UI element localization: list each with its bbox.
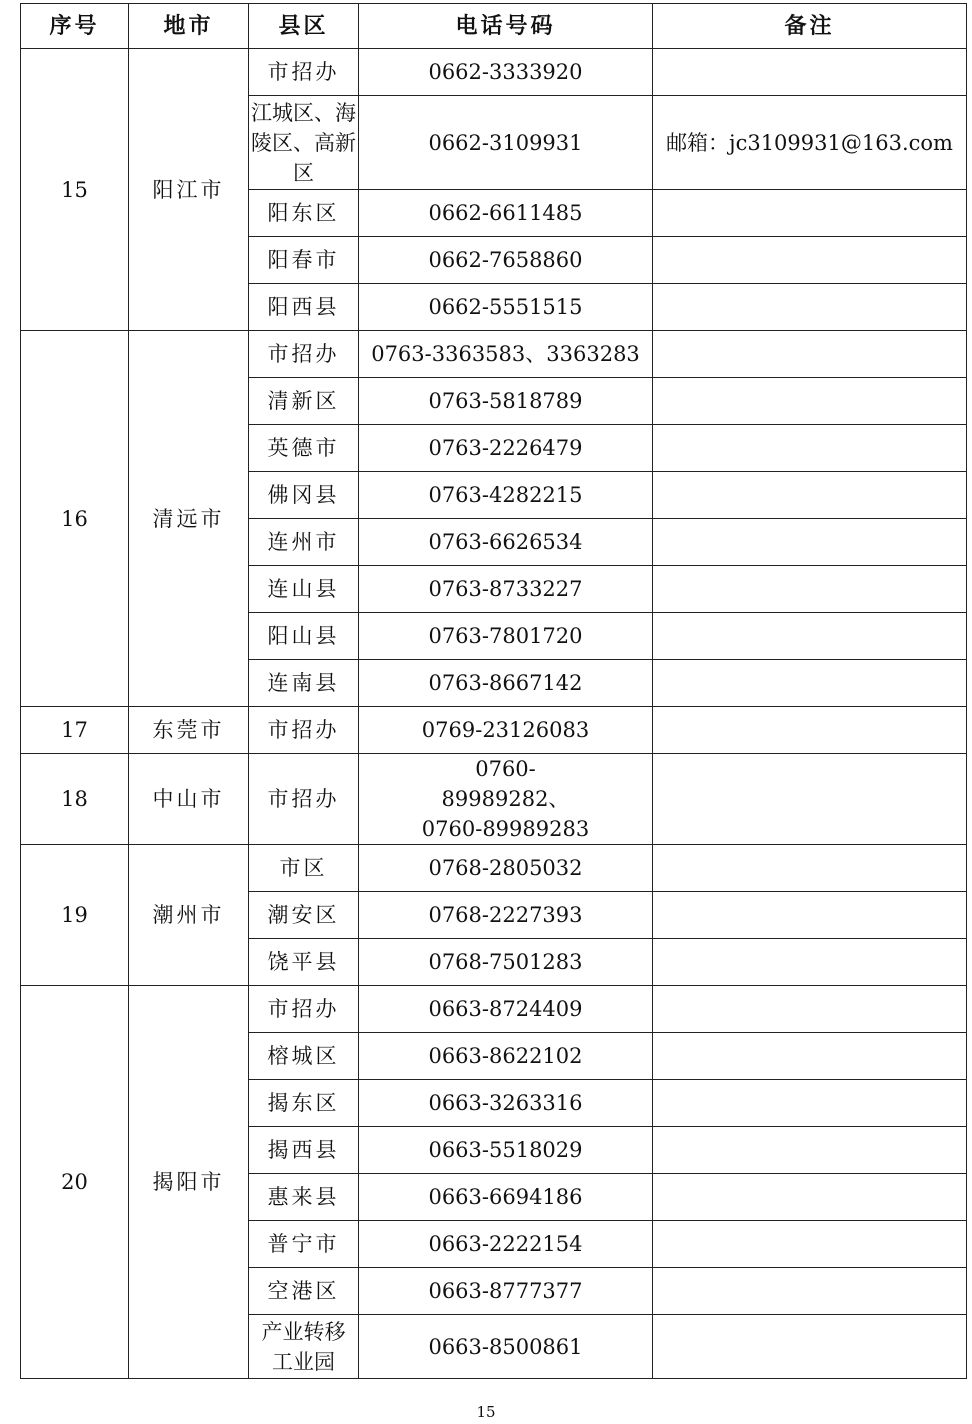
- phone-number: 0662-3109931: [359, 96, 653, 190]
- district-name: 市招办: [249, 49, 359, 96]
- phone-number: 0662-7658860: [359, 237, 653, 284]
- phone-number: 0768-2227393: [359, 892, 653, 939]
- header-district: 县区: [249, 4, 359, 49]
- city-name: 揭阳市: [129, 986, 249, 1379]
- note: [653, 1080, 967, 1127]
- district-name: 空港区: [249, 1268, 359, 1315]
- phone-number: 0663-2222154: [359, 1221, 653, 1268]
- phone-number: 0760-89989282、0760-89989283: [359, 754, 653, 845]
- district-name: 市招办: [249, 707, 359, 754]
- district-name: 连南县: [249, 660, 359, 707]
- district-name: 潮安区: [249, 892, 359, 939]
- phone-number: 0662-3333920: [359, 49, 653, 96]
- note: [653, 331, 967, 378]
- district-name: 清新区: [249, 378, 359, 425]
- phone-number: 0763-2226479: [359, 425, 653, 472]
- district-name: 市招办: [249, 754, 359, 845]
- note: [653, 284, 967, 331]
- note: [653, 613, 967, 660]
- district-name: 连州市: [249, 519, 359, 566]
- district-name: 连山县: [249, 566, 359, 613]
- note: [653, 425, 967, 472]
- phone-number: 0768-2805032: [359, 845, 653, 892]
- note: [653, 237, 967, 284]
- note: [653, 892, 967, 939]
- note: [653, 660, 967, 707]
- district-name: 普宁市: [249, 1221, 359, 1268]
- table-row: [21, 754, 967, 845]
- phone-number: 0663-8622102: [359, 1033, 653, 1080]
- phone-number: 0763-8667142: [359, 660, 653, 707]
- district-name: 阳西县: [249, 284, 359, 331]
- phone-number: 0663-8500861: [359, 1315, 653, 1379]
- phone-number: 0662-5551515: [359, 284, 653, 331]
- note: [653, 986, 967, 1033]
- note: [653, 1174, 967, 1221]
- note: [653, 1221, 967, 1268]
- phone-number: 0763-8733227: [359, 566, 653, 613]
- district-name: 揭东区: [249, 1080, 359, 1127]
- phone-number: 0769-23126083: [359, 707, 653, 754]
- city-name: 阳江市: [129, 49, 249, 331]
- note: [653, 1268, 967, 1315]
- district-name: 阳山县: [249, 613, 359, 660]
- table-row: [21, 845, 967, 892]
- city-name: 潮州市: [129, 845, 249, 986]
- note: [653, 939, 967, 986]
- phone-number: 0763-6626534: [359, 519, 653, 566]
- district-name: 江城区、海陵区、高新区: [249, 96, 359, 190]
- phone-number: 0663-3263316: [359, 1080, 653, 1127]
- district-name: 揭西县: [249, 1127, 359, 1174]
- note: 邮箱：jc3109931@163.com: [653, 96, 967, 190]
- note: [653, 845, 967, 892]
- header-row: [21, 4, 967, 49]
- table-row: [21, 49, 967, 96]
- note: [653, 754, 967, 845]
- district-name: 产业转移工业园: [249, 1315, 359, 1379]
- table-row: [21, 707, 967, 754]
- district-name: 市招办: [249, 986, 359, 1033]
- header-city: 地市: [129, 4, 249, 49]
- note: [653, 1127, 967, 1174]
- table-row: [21, 331, 967, 378]
- table-row: [21, 986, 967, 1033]
- phone-number: 0663-5518029: [359, 1127, 653, 1174]
- note: [653, 707, 967, 754]
- header-note: 备注: [653, 4, 967, 49]
- phone-number: 0662-6611485: [359, 190, 653, 237]
- phone-number: 0763-3363583、3363283: [359, 331, 653, 378]
- serial-number: 17: [21, 707, 129, 754]
- serial-number: 16: [21, 331, 129, 707]
- serial-number: 15: [21, 49, 129, 331]
- district-name: 饶平县: [249, 939, 359, 986]
- district-name: 佛冈县: [249, 472, 359, 519]
- district-name: 阳春市: [249, 237, 359, 284]
- note: [653, 472, 967, 519]
- note: [653, 566, 967, 613]
- phone-number: 0663-8777377: [359, 1268, 653, 1315]
- phone-number: 0768-7501283: [359, 939, 653, 986]
- serial-number: 20: [21, 986, 129, 1379]
- phone-number: 0663-6694186: [359, 1174, 653, 1221]
- note: [653, 378, 967, 425]
- district-name: 英德市: [249, 425, 359, 472]
- city-name: 中山市: [129, 754, 249, 845]
- phone-number: 0763-4282215: [359, 472, 653, 519]
- serial-number: 18: [21, 754, 129, 845]
- note: [653, 1033, 967, 1080]
- header-phone: 电话号码: [359, 4, 653, 49]
- page-number: 15: [476, 1403, 496, 1421]
- header-serial-number: 序号: [21, 4, 129, 49]
- note: [653, 49, 967, 96]
- city-name: 东莞市: [129, 707, 249, 754]
- district-name: 惠来县: [249, 1174, 359, 1221]
- phone-number: 0763-5818789: [359, 378, 653, 425]
- note: [653, 1315, 967, 1379]
- district-name: 市招办: [249, 331, 359, 378]
- district-name: 市区: [249, 845, 359, 892]
- note: [653, 519, 967, 566]
- contact-table: [20, 3, 967, 1379]
- district-name: 榕城区: [249, 1033, 359, 1080]
- city-name: 清远市: [129, 331, 249, 707]
- serial-number: 19: [21, 845, 129, 986]
- district-name: 阳东区: [249, 190, 359, 237]
- phone-number: 0663-8724409: [359, 986, 653, 1033]
- phone-number: 0763-7801720: [359, 613, 653, 660]
- note: [653, 190, 967, 237]
